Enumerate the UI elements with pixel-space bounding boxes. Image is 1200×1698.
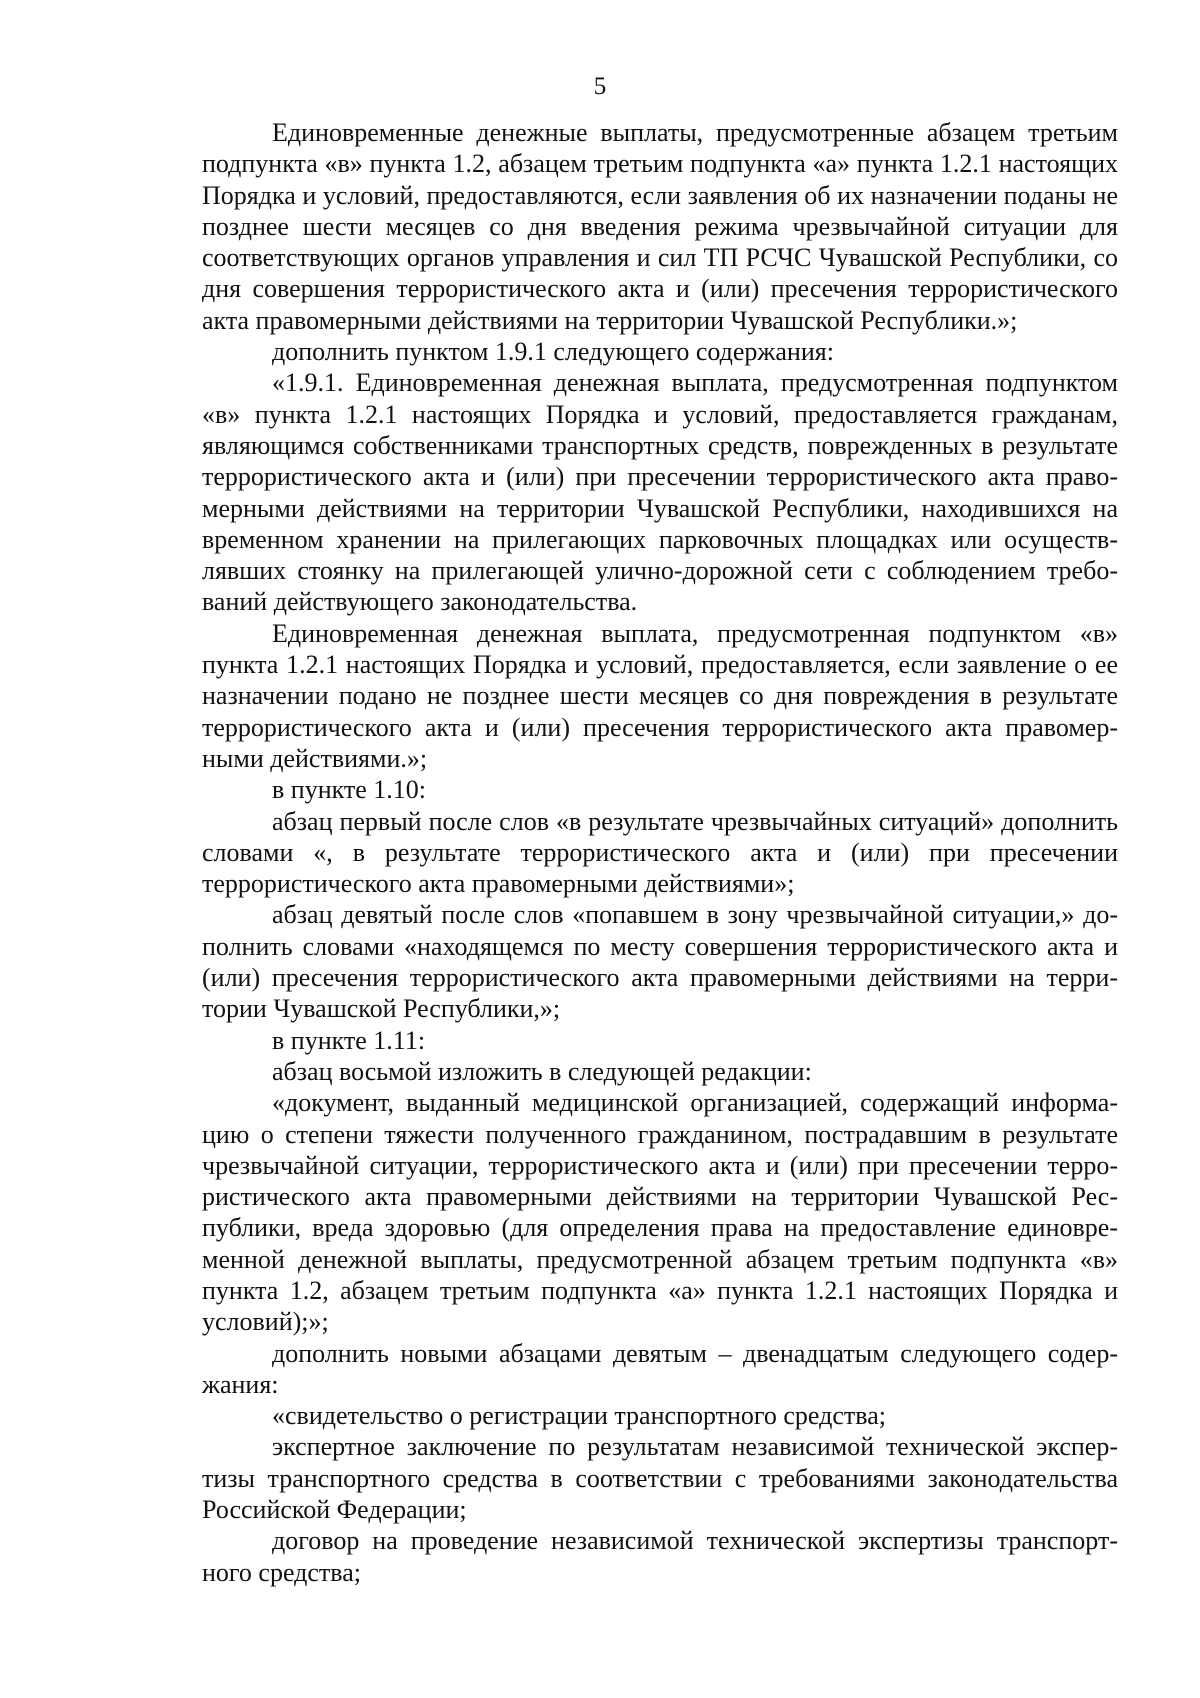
page-number: 5 [593,73,607,100]
document-body [202,117,1118,1588]
paragraph-expertise-contract: договор на проведение независимой технической экспертизы транспортного средства; [202,1526,1118,1587]
paragraph-medical-document: «документ, выданный медицинской организацией, содержащий информацию о степени тяжести полученного гражданином, пострадавшим в результате чрезвычайной ситуации, террористического акта и (или) при пресечении террористического акта правомерными действиями на территории Чувашской Республики, вреда здоровью (для определения права на предоставление единовременной денежной выплаты, предусмотренной абзацем третьим подпункта «в» пункта 1.2, абзацем третьим подпункта «а» пункта 1.2.1 настоящих Порядка и условий);»; [202,1088,1118,1337]
paragraph-vehicle-payment-deadline: Единовременная денежная выплата, предусмотренная подпунктом «в» пункта 1.2.1 настоящих Порядка и условий, предоставляется, если заявление о ее назначении подано не позднее шести месяцев со дня повреждения в результате террористического акта и (или) пресечения террористического акта правомерными действиями.»; [202,618,1118,773]
paragraph-add-point-1-9-1: дополнить пунктом 1.9.1 следующего содержания: [272,337,834,367]
paragraph-1-10-ninth-abzac: абзац девятый после слов «попавшем в зону чрезвычайной ситуации,» дополнить словами «находящемся по месту совершения террористического акта и (или) пресечения террористического акта правомерными действиями на территории Чувашской Республики,»; [202,900,1118,1024]
paragraph-point-1-10: в пункте 1.10: [272,775,427,805]
paragraph-point-1-9-1: «1.9.1. Единовременная денежная выплата, предусмотренная подпунктом «в» пункта 1.2.1 настоящих Порядка и условий, предоставляется гражданам, являющимся собственниками транспортных средств, поврежденных в результате террористического акта и (или) при пресечении террористического акта правомерными действиями на территории Чувашской Республики, находившихся на временном хранении на прилегающих парковочных площадках или осуществлявших стоянку на прилегающей улично-дорожной сети с соблюдением требований действующего законодательства. [202,368,1118,617]
paragraph-payment-deadline: Единовременные денежные выплаты, предусмотренные абзацем третьим подпункта «в» пункта 1.2, абзацем третьим подпункта «а» пункта 1.2.1 настоящих Порядка и условий, предоставляются, если заявления об их назначении поданы не позднее шести месяцев со дня введения режима чрезвычайной ситуации для соответствующих органов управления и сил ТП РСЧС Чувашской Республики, со дня совершения террористического акта и (или) пресечения террористического акта правомерными действиями на территории Чувашской Республики.»; [202,118,1118,335]
paragraph-point-1-11: в пункте 1.11: [272,1025,426,1055]
paragraph-1-11-eighth-abzac: абзац восьмой изложить в следующей редакции: [272,1056,812,1086]
paragraph-expert-conclusion: экспертное заключение по результатам независимой технической экспертизы транспортного средства в соответствии с требованиями законодательства Российской Федерации; [202,1432,1118,1525]
paragraph-registration-certificate: «свидетельство о регистрации транспортного средства; [272,1401,886,1431]
paragraph-1-10-first-abzac: абзац первый после слов «в результате чрезвычайных ситуаций» дополнить словами «, в результате террористического акта и (или) при пресечении террористического акта правомерными действиями»; [202,806,1118,899]
paragraph-add-new-abzacs: дополнить новыми абзацами девятым – двенадцатым следующего содержания: [202,1338,1118,1399]
